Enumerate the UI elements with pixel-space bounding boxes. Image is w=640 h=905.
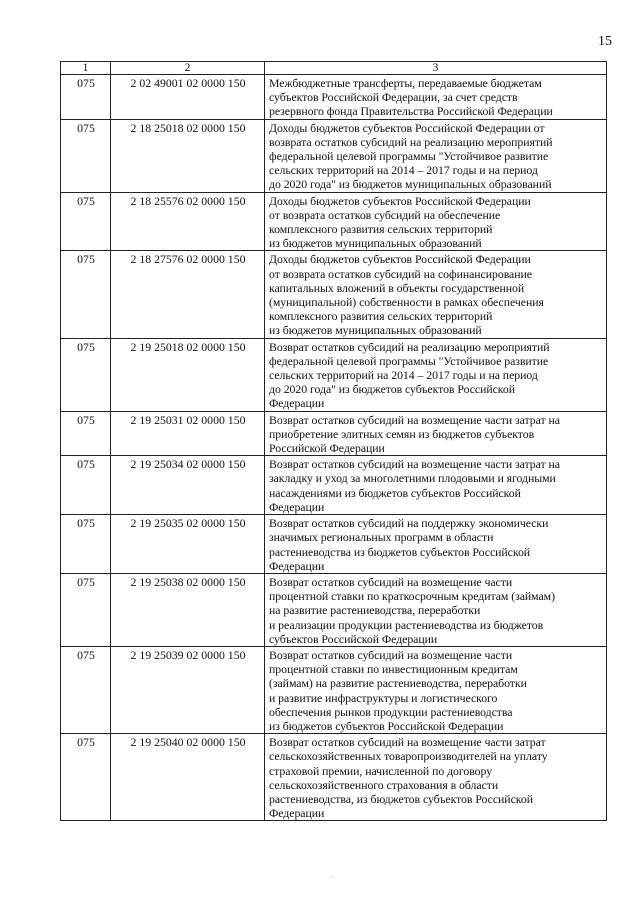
description-cell: Межбюджетные трансферты, передаваемые бюджетам субъектов Российской Федерации, за счет средств резервного фонда Правительства Российской Федерации bbox=[265, 75, 607, 120]
budget-code-cell: 2 19 25040 02 0000 150 bbox=[111, 734, 265, 821]
budget-code-cell: 2 19 25035 02 0000 150 bbox=[111, 515, 265, 574]
admin-code-cell: 075 bbox=[61, 192, 111, 251]
description-cell: Доходы бюджетов субъектов Российской Федерации от возврата остатков субсидий на реализацию мероприятий федеральной целевой программы "Устойчивое развитие сельских территорий на 2014 – 2017 годы и на период до 2020 года" из бюджетов муниципальных образований bbox=[265, 119, 607, 192]
admin-code-cell: 075 bbox=[61, 734, 111, 821]
budget-code-cell: 2 02 49001 02 0000 150 bbox=[111, 75, 265, 120]
table-body bbox=[61, 75, 607, 821]
description-cell: Доходы бюджетов субъектов Российской Федерации от возврата остатков субсидий на софинансирование капитальных вложений в объекты государственной (муниципальной) собственности в рамках обеспечения комплексного развития сельских территорий из бюджетов муниципальных образований bbox=[265, 251, 607, 338]
budget-code-cell: 2 18 27576 02 0000 150 bbox=[111, 251, 265, 338]
budget-code-cell: 2 19 25038 02 0000 150 bbox=[111, 573, 265, 646]
budget-code-cell: 2 19 25018 02 0000 150 bbox=[111, 338, 265, 411]
budget-classification-table bbox=[60, 61, 607, 821]
table-row bbox=[61, 192, 607, 251]
description-cell: Доходы бюджетов субъектов Российской Федерации от возврата остатков субсидий на обеспечение комплексного развития сельских территорий из бюджетов муниципальных образований bbox=[265, 192, 607, 251]
table-row bbox=[61, 456, 607, 515]
footer-mark: · bbox=[330, 873, 333, 882]
table-header-row bbox=[61, 62, 607, 75]
column-header-3: 3 bbox=[265, 62, 607, 75]
admin-code-cell: 075 bbox=[61, 75, 111, 120]
budget-code-cell: 2 19 25034 02 0000 150 bbox=[111, 456, 265, 515]
table-row bbox=[61, 119, 607, 192]
description-cell: Возврат остатков субсидий на возмещение части затрат на приобретение элитных семян из бюджетов субъектов Российской Федерации bbox=[265, 411, 607, 456]
column-header-1: 1 bbox=[61, 62, 111, 75]
admin-code-cell: 075 bbox=[61, 515, 111, 574]
table-row bbox=[61, 515, 607, 574]
description-cell: Возврат остатков субсидий на возмещение части затрат сельскохозяйственных товаропроизводителей на уплату страховой премии, начисленной по договору сельскохозяйственного страхования в области растениеводства, из бюджетов субъектов Российской Федерации bbox=[265, 734, 607, 821]
description-cell: Возврат остатков субсидий на возмещение части затрат на закладку и уход за многолетними плодовыми и ягодными насаждениями из бюджетов субъектов Российской Федерации bbox=[265, 456, 607, 515]
admin-code-cell: 075 bbox=[61, 251, 111, 338]
description-cell: Возврат остатков субсидий на поддержку экономически значимых региональных программ в области растениеводства из бюджетов субъектов Российской Федерации bbox=[265, 515, 607, 574]
admin-code-cell: 075 bbox=[61, 338, 111, 411]
table-row bbox=[61, 734, 607, 821]
page-number: 15 bbox=[598, 34, 612, 49]
table-row bbox=[61, 646, 607, 733]
admin-code-cell: 075 bbox=[61, 456, 111, 515]
admin-code-cell: 075 bbox=[61, 573, 111, 646]
description-cell: Возврат остатков субсидий на реализацию мероприятий федеральной целевой программы "Устойчивое развитие сельских территорий на 2014 – 2017 годы и на период до 2020 года" из бюджетов субъектов Российской Федерации bbox=[265, 338, 607, 411]
table-row bbox=[61, 75, 607, 120]
column-header-2: 2 bbox=[111, 62, 265, 75]
table-row bbox=[61, 338, 607, 411]
table-row bbox=[61, 573, 607, 646]
budget-code-cell: 2 18 25576 02 0000 150 bbox=[111, 192, 265, 251]
budget-code-cell: 2 19 25031 02 0000 150 bbox=[111, 411, 265, 456]
description-cell: Возврат остатков субсидий на возмещение части процентной ставки по инвестиционным кредитам (займам) на развитие растениеводства, переработки и развитие инфраструктуры и логистического обеспечения рынков продукции растениеводства из бюджетов субъектов Российской Федерации bbox=[265, 646, 607, 733]
admin-code-cell: 075 bbox=[61, 646, 111, 733]
admin-code-cell: 075 bbox=[61, 411, 111, 456]
admin-code-cell: 075 bbox=[61, 119, 111, 192]
budget-code-cell: 2 19 25039 02 0000 150 bbox=[111, 646, 265, 733]
budget-code-cell: 2 18 25018 02 0000 150 bbox=[111, 119, 265, 192]
description-cell: Возврат остатков субсидий на возмещение части процентной ставки по краткосрочным кредитам (займам) на развитие растениеводства, переработки и реализации продукции растениеводства из бюджетов субъектов Российской Федерации bbox=[265, 573, 607, 646]
table-row bbox=[61, 251, 607, 338]
table-row bbox=[61, 411, 607, 456]
table-header bbox=[61, 62, 607, 75]
